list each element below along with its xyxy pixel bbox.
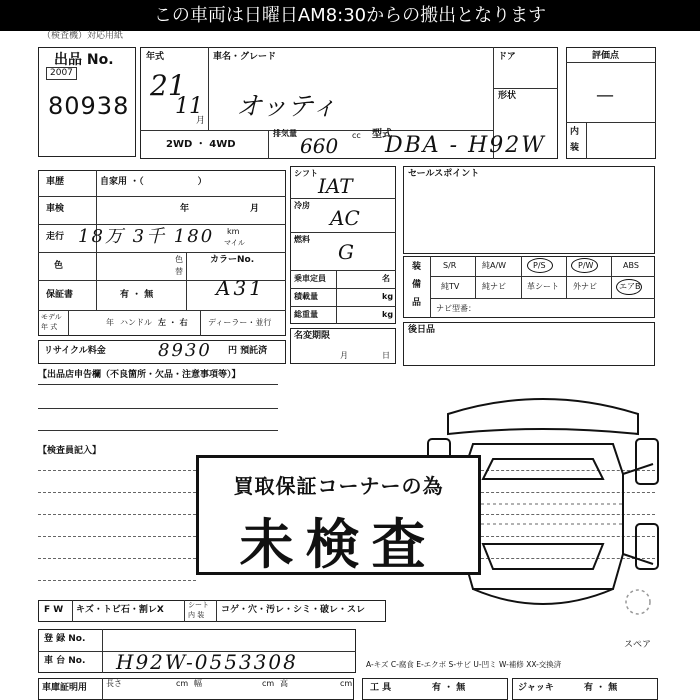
warranty-label: 保証書 (46, 290, 74, 300)
name-label: 車名・グレード (213, 52, 277, 62)
sales-point-box (403, 166, 655, 254)
handle-value: 左 ・ 右 (158, 318, 188, 327)
load-unit: kg (382, 292, 394, 301)
jack-value: 有 ・ 無 (584, 683, 618, 693)
opt-ext-navi: 外ナビ (573, 282, 597, 291)
capacity-label: 乗車定員 (294, 274, 326, 283)
month-value: 11 (175, 94, 203, 119)
opt-navi: 純ナビ (482, 282, 506, 291)
fuel-label: 燃料 (294, 235, 310, 244)
width-label: 幅 (194, 679, 202, 688)
rating-label: 評価点 (592, 51, 620, 61)
model-year-unit: 年 (106, 318, 114, 327)
chassis-value: H92W-0553308 (116, 650, 298, 674)
form-title-cut: （検査機）対応用紙 (42, 31, 124, 41)
opt-aw: 純A/W (482, 261, 507, 270)
jack-label: ジャッキ (518, 683, 554, 693)
lot-number: 80938 (48, 92, 130, 120)
shift-label: シフト (294, 169, 318, 178)
warranty-value: 有 ・ 無 (120, 290, 154, 300)
opt-pw: P/W (578, 261, 594, 270)
lot-label: 出品 No. (54, 52, 114, 68)
drive-options: 2WD ・ 4WD (166, 139, 236, 150)
ac-value: AC (330, 206, 360, 230)
shape-label: 形状 (498, 91, 517, 101)
after-market-box (403, 322, 655, 366)
model-label: 型式 (372, 129, 392, 140)
history-value: 自家用 ・（ ） (100, 177, 207, 187)
stamp-subtitle: 買取保証コーナーの為 (233, 474, 444, 498)
history-label: 車歴 (46, 177, 65, 187)
tools-label: 工 具 (370, 683, 392, 693)
name-change-month: 月 (340, 351, 348, 360)
gross-unit: kg (382, 310, 394, 319)
model-value: DBA - H92W (385, 133, 546, 158)
opt-ps-circle (527, 258, 553, 273)
dealer-label: ディーラー・並行 (208, 318, 272, 327)
color-no-value: A31 (216, 276, 265, 300)
declaration-label: 【出品店申告欄（不良箇所・欠品・注意事項等）】 (38, 370, 241, 380)
options-side-3: 品 (412, 298, 422, 308)
door-label: ドア (498, 52, 516, 62)
name-change-day: 日 (382, 351, 390, 360)
length-unit: cm (176, 679, 189, 688)
options-side-2: 備 (412, 280, 422, 290)
spare-label: スペア (624, 640, 652, 650)
model-year-label-1: モデル (41, 313, 62, 321)
rating-value: — (596, 85, 614, 106)
banner-notice: この車両は日曜日AM8:30からの搬出となります (0, 0, 700, 31)
opt-airbag: エアB (619, 282, 641, 291)
unchecked-stamp (196, 455, 481, 575)
fw-label: F W (44, 605, 64, 615)
color-no-label: カラーNo. (210, 255, 255, 265)
displacement-unit: cc (352, 131, 361, 140)
width-unit: cm (262, 679, 275, 688)
opt-sr: S/R (443, 261, 457, 270)
options-side-1: 装 (412, 262, 422, 272)
shift-value: IAT (318, 174, 353, 198)
capacity-unit: 名 (382, 274, 390, 283)
inspector-label: 【検査員記入】 (38, 446, 102, 456)
recycle-value: 8930 (158, 340, 212, 361)
load-label: 積載量 (294, 292, 318, 301)
displacement-label: 排気量 (273, 129, 297, 138)
opt-leather: 革シート (527, 282, 559, 291)
recycle-unit: 円 預託済 (228, 346, 268, 356)
navi-model-label: ナビ型番： (436, 304, 476, 313)
month-suffix: 月 (196, 116, 206, 126)
mileage-km: km (227, 227, 240, 236)
name-change-label: 名変期限 (294, 331, 331, 341)
length-label: 長さ (106, 679, 122, 688)
mileage-label: 走行 (46, 232, 65, 242)
sales-point-label: セールスポイント (408, 169, 480, 179)
mileage-mile: マイル (224, 239, 245, 247)
shaken-year: 年 (180, 204, 190, 214)
opt-ps: P/S (533, 261, 546, 270)
seat-value: コゲ・穴・汚レ・シミ・破レ・スレ (221, 605, 366, 615)
gross-label: 総重量 (294, 310, 318, 319)
height-unit: cm (340, 679, 353, 688)
after-market-label: 後日品 (408, 325, 436, 335)
shaken-label: 車検 (46, 204, 65, 214)
recycle-label: リサイクル料金 (44, 346, 106, 356)
shaken-month: 月 (250, 204, 260, 214)
interior-label-1: 内 (570, 127, 580, 137)
opt-abs: ABS (623, 261, 639, 270)
stamp-main-text: 未検査 (239, 513, 438, 576)
displacement-value: 660 (300, 134, 339, 158)
fuel-value: G (338, 240, 354, 264)
registration-label: 登 録 No. (44, 634, 86, 644)
color-sub-1: 色 (175, 255, 183, 264)
year-value: 21 (150, 69, 186, 102)
handle-label: ハンドル (120, 318, 152, 327)
color-sub-2: 替 (175, 267, 183, 276)
height-label: 高 (280, 679, 288, 688)
fw-value: キズ・トビ石・割レX (76, 605, 164, 615)
opt-pw-circle (571, 258, 598, 273)
mileage-value: 18万 3千 180 (78, 226, 215, 247)
seat-label-2: 内 装 (188, 611, 205, 619)
opt-tv: 純TV (441, 282, 460, 291)
color-label: 色 (54, 261, 64, 271)
garage-cert-label: 車庫証明用 (42, 683, 88, 693)
interior-label-2: 装 (570, 143, 580, 153)
model-year-label-2: 年 式 (41, 323, 58, 331)
lot-year-box: 2007 (46, 67, 77, 80)
seat-label-1: シート (188, 601, 209, 609)
name-value: オッティ (236, 92, 338, 122)
history-box (38, 170, 286, 336)
year-label: 年式 (146, 52, 165, 62)
tools-value: 有 ・ 無 (432, 683, 466, 693)
opt-airbag-circle (616, 279, 642, 295)
ac-label: 冷房 (294, 201, 310, 210)
damage-legend: A-キズ C-腐食 E-エクボ S-サビ U-凹ミ W-補修 XX-交換済 (366, 660, 562, 669)
chassis-label: 車 台 No. (44, 656, 86, 666)
